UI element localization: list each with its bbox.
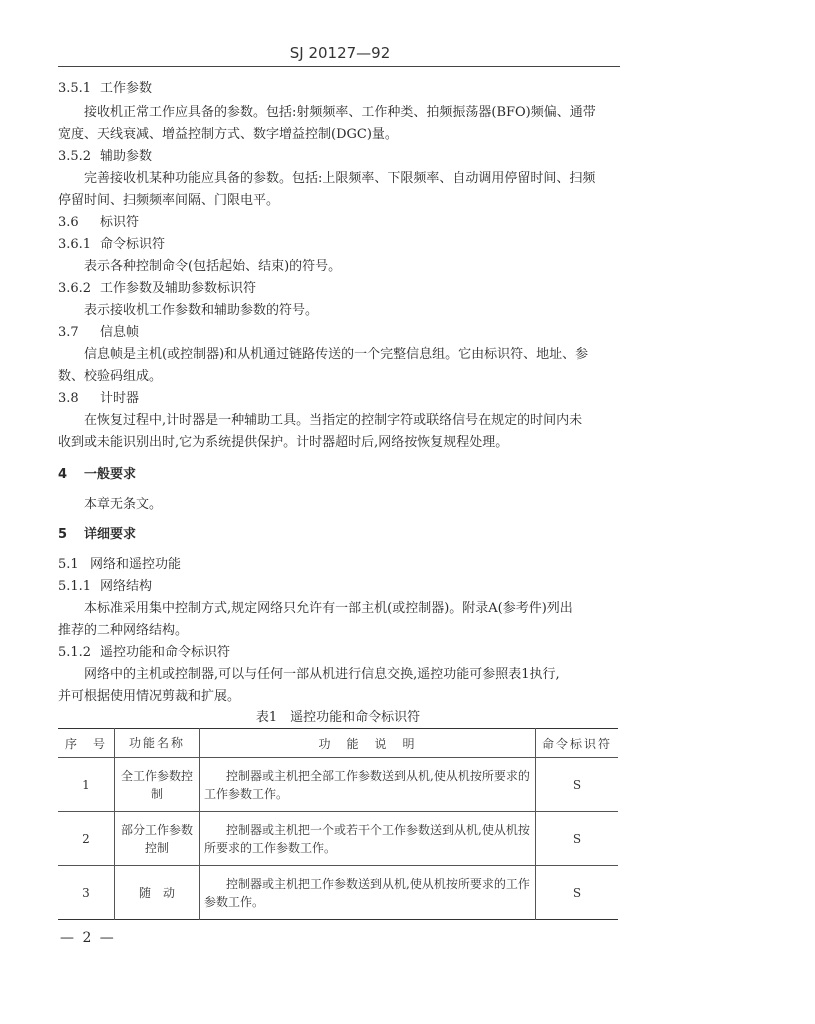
paragraph-line: 本章无条文。 [84,497,163,512]
table-row [58,812,618,866]
table-row [58,758,618,812]
chapter-heading: 4 一般要求 [58,467,137,482]
paragraph-line: 本标准采用集中控制方式,规定网络只允许有一部主机(或控制器)。附录A(参考件)列出 [84,601,573,616]
paragraph-line: 推荐的二种网络结构。 [58,623,189,638]
remote-control-table [58,728,618,920]
paragraph-line: 接收机正常工作应具备的参数。包括:射频频率、工作种类、拍频振荡器(BFO)频偏、通带 [84,105,596,120]
paragraph-line: 并可根据使用情况剪裁和扩展。 [58,689,241,704]
header-rule [58,66,620,67]
cell-description: 控制器或主机把一个或若干个工作参数送到从机,使从机按所要求的工作参数工作。 [200,812,536,866]
section-heading: 5.1.2 遥控功能和命令标识符 [58,645,231,660]
section-heading: 3.8 计时器 [58,391,140,406]
header-cell: 功 能 说 明 [200,729,536,758]
paragraph-line: 停留时间、扫频频率间隔、门限电平。 [58,193,280,208]
cell-identifier: S [536,812,619,866]
paragraph-line: 宽度、天线衰减、增益控制方式、数字增益控制(DGC)量。 [58,127,398,142]
paragraph-line: 数、校验码组成。 [58,369,163,384]
section-heading: 5.1 网络和遥控功能 [58,557,182,572]
cell-number: 1 [58,758,115,812]
header-cell: 命令标识符 [536,729,619,758]
section-heading: 3.5.2 辅助参数 [58,149,153,164]
cell-number: 3 [58,866,115,920]
paragraph-line: 完善接收机某种功能应具备的参数。包括:上限频率、下限频率、自动调用停留时间、扫频 [84,171,596,186]
paragraph-line: 网络中的主机或控制器,可以与任何一部从机进行信息交换,遥控功能可参照表1执行, [84,667,560,682]
cell-identifier: S [536,866,619,920]
cell-function-name: 随 动 [115,866,200,920]
chapter-heading: 5 详细要求 [58,527,137,542]
cell-number: 2 [58,812,115,866]
page-number: — 2 — [60,930,116,946]
section-heading: 3.7 信息帧 [58,325,140,340]
table-caption: 表1 遥控功能和命令标识符 [255,710,421,725]
paragraph-line: 在恢复过程中,计时器是一种辅助工具。当指定的控制字符或联络信号在规定的时间内未 [84,413,583,428]
paragraph-line: 表示各种控制命令(包括起始、结束)的符号。 [84,259,342,274]
section-heading: 3.6.2 工作参数及辅助参数标识符 [58,281,257,296]
section-heading: 3.6 标识符 [58,215,140,230]
section-heading: 3.6.1 命令标识符 [58,237,166,252]
page-header: SJ 20127—92 [289,44,391,62]
section-heading: 5.1.1 网络结构 [58,579,153,594]
table-header-row [58,729,618,758]
header-cell: 序 号 [58,729,115,758]
section-heading: 3.5.1 工作参数 [58,81,153,96]
cell-identifier: S [536,758,619,812]
cell-description: 控制器或主机把工作参数送到从机,使从机按所要求的工作参数工作。 [200,866,536,920]
cell-function-name: 全工作参数控制 [115,758,200,812]
cell-function-name: 部分工作参数控制 [115,812,200,866]
paragraph-line: 收到或未能识别出时,它为系统提供保护。计时器超时后,网络按恢复规程处理。 [58,435,509,450]
header-cell: 功能名称 [115,729,200,758]
table-row [58,866,618,920]
paragraph-line: 表示接收机工作参数和辅助参数的符号。 [84,303,319,318]
paragraph-line: 信息帧是主机(或控制器)和从机通过链路传送的一个完整信息组。它由标识符、地址、参 [84,347,589,362]
cell-description: 控制器或主机把全部工作参数送到从机,使从机按所要求的工作参数工作。 [200,758,536,812]
